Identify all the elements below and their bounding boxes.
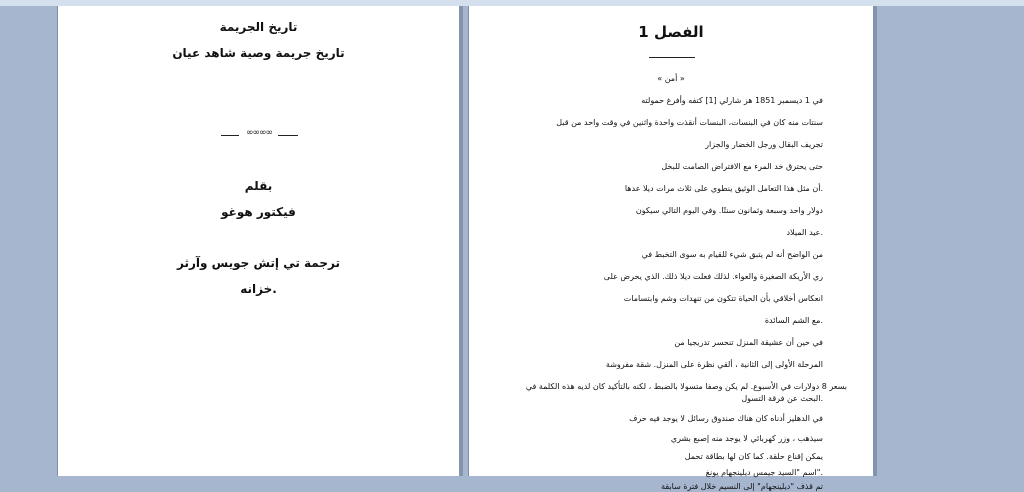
author-name: فيكتور هوغو xyxy=(221,205,296,219)
chapter-underline xyxy=(649,57,695,58)
body-paragraph-line: يمكن إقناع حلقة. كما كان لها بطاقة تحمل xyxy=(684,452,823,461)
chapter-heading: الفصل 1 xyxy=(638,23,704,41)
body-paragraph-line: تم قذف "ديلينجهام" إلى النسيم خلال فترة سابقة xyxy=(661,482,823,491)
book-subtitle: تاريخ جريمة وصية شاهد عيان xyxy=(172,46,345,60)
body-paragraph-line: حتى يحترق خد المرء مع الافتراض الصامت للبخل xyxy=(661,162,823,171)
body-paragraph-line: في 1 ديسمبر 1851 هز شارلي [1] كتفه وأفرغ حمولته xyxy=(641,96,823,105)
section-heading: « أمن » xyxy=(657,74,685,83)
body-paragraph-line: دولار واحد وسبعة وثمانون سنتًا. وفي اليوم التالي سيكون xyxy=(635,206,823,215)
body-paragraph-line: .البحث عن فرقة التسول xyxy=(741,394,823,403)
ornament-rule-right xyxy=(278,135,298,136)
body-paragraph-line: .أن مثل هذا التعامل الوثيق ينطوي على ثلاث مرات ديلا عدها xyxy=(624,184,823,193)
body-paragraph-line: المرحلة الأولى إلى الثانية ، ألقي نظرة على المنزل. شقة مفروشة xyxy=(605,360,823,369)
translator-line: ترجمة تي إتش جويس وآرثر xyxy=(177,256,340,270)
author-label: بقلم xyxy=(244,179,273,193)
body-paragraph-line: بسعر 8 دولارات في الأسبوع. لم يكن وصفا متسولا بالضبط ، لكنه بالتأكيد كان لديه هذه الكلمة في xyxy=(525,382,847,391)
book-title: تاريخ الجريمة xyxy=(219,20,298,34)
ornament-dots: ∞∞∞∞ xyxy=(246,128,272,138)
ornament-divider xyxy=(58,128,459,141)
page-shadow-right xyxy=(873,6,877,476)
body-paragraph-line: انعكاس أخلاقي بأن الحياة تتكون من تنهدات وشم وابتسامات xyxy=(623,294,823,303)
page-shadow-left xyxy=(459,6,463,476)
body-paragraph-line: في حين أن عشيقة المنزل تنحسر تدريجيا من xyxy=(674,338,823,347)
body-paragraph-line: سيذهب ، وزر كهربائي لا يوجد منه إصبع بشري xyxy=(670,434,823,443)
body-paragraph-line: ."اسم "السيد جيمس ديلينجهام يونغ xyxy=(705,468,823,477)
document-page-chapter xyxy=(468,6,874,491)
document-page-title xyxy=(57,6,460,476)
body-paragraph-line: من الواضح أنه لم يتبق شيء للقيام به سوى التخبط في xyxy=(641,250,823,259)
ornament-rule-left xyxy=(221,135,239,136)
body-paragraph-line: سنتات منه كان في البنسات، البنسات أنقذت واحدة واثنين في وقت واحد من قبل xyxy=(556,118,823,127)
body-paragraph-line: في الدهليز أدناه كان هناك صندوق رسائل لا يوجد فيه حرف xyxy=(629,414,823,423)
translator-line-2: .خزانه xyxy=(240,282,277,296)
body-paragraph-line: .عيد الميلاد xyxy=(786,228,823,237)
body-paragraph-line: تجريف البقال ورجل الخضار والجزار xyxy=(705,140,823,149)
body-paragraph-line: ري الأريكة الصغيرة والعواء. لذلك فعلت ديلا ذلك. الذي يحرض على xyxy=(603,272,823,281)
body-paragraph-line: .مع الشم السائدة xyxy=(764,316,823,325)
